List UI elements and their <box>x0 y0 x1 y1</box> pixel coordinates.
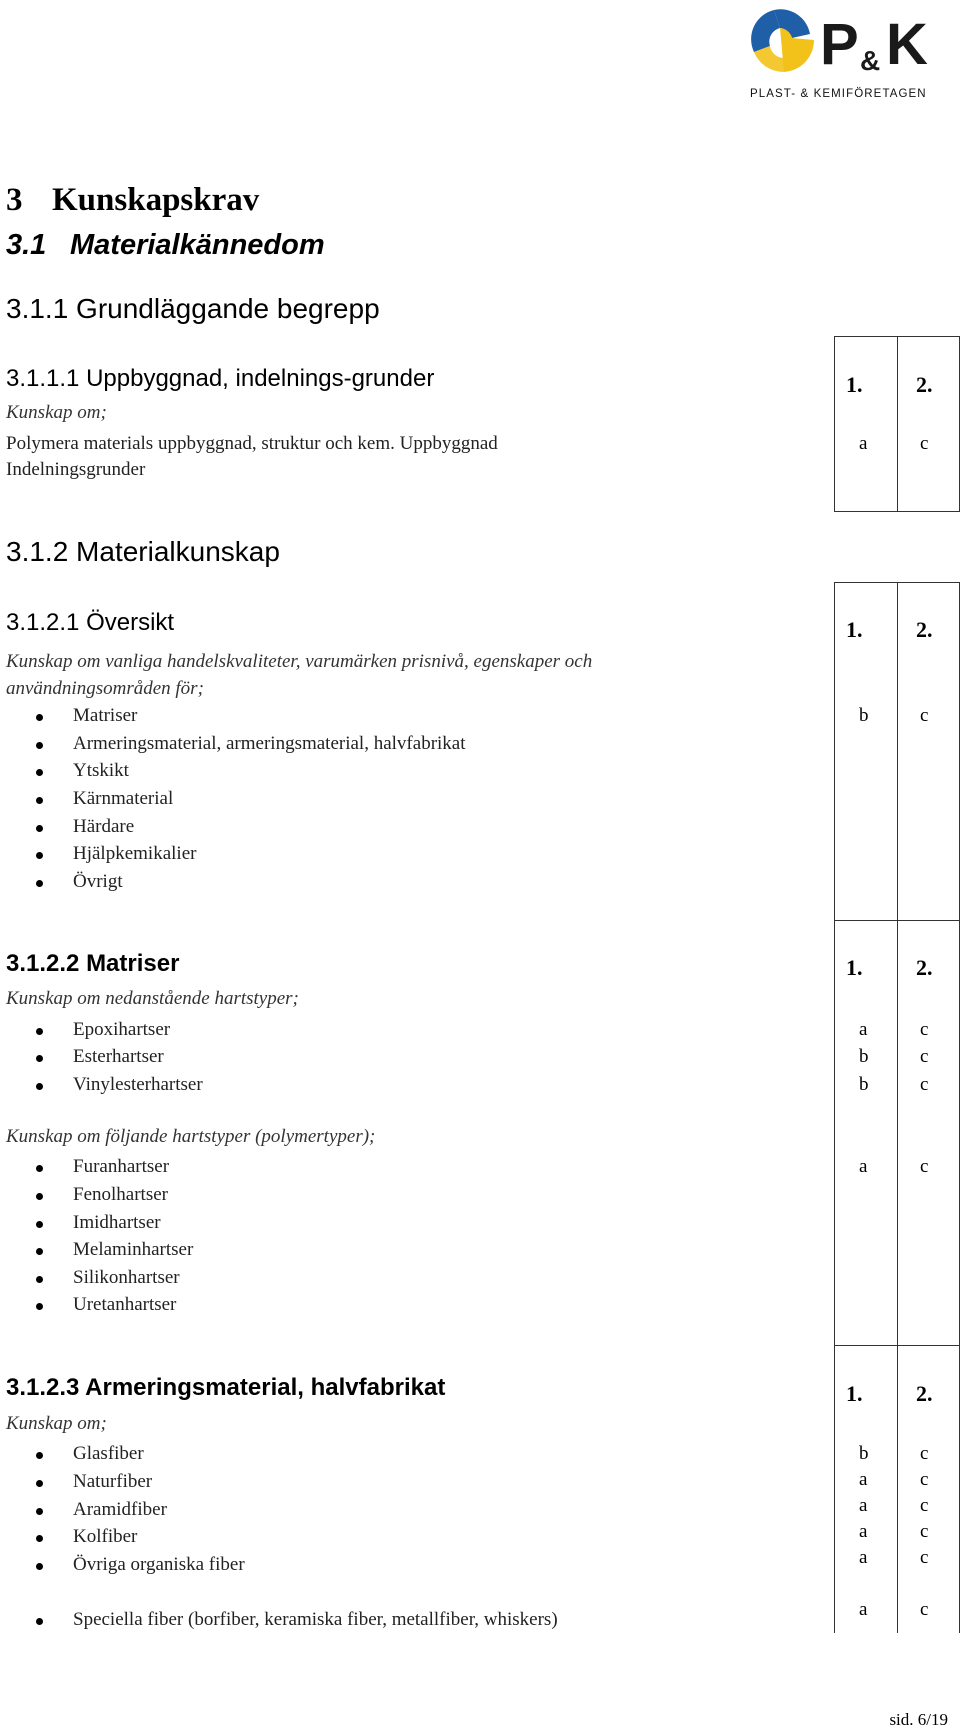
heading-1-title: Kunskapskrav <box>52 182 260 218</box>
grade-value: c <box>920 705 929 726</box>
heading-3-1-1-1: 3.1.1.1 Uppbyggnad, indelnings-grunder <box>6 365 435 392</box>
heading-3-1-2-1: 3.1.2.1 Översikt <box>6 609 175 636</box>
bullet-icon <box>36 742 43 749</box>
bullet-icon <box>36 880 43 887</box>
grade-grid <box>834 336 960 512</box>
intro-3-1-2-2-a: Kunskap om nedanstående hartstyper; <box>6 988 299 1009</box>
grade-value: a <box>859 433 868 454</box>
text-line: Polymera materials uppbyggnad, struktur och kem. Uppbyggnad <box>6 433 498 454</box>
intro-3-1-2-2-b: Kunskap om följande hartstyper (polymertyper); <box>6 1126 376 1147</box>
heading-3-1-2-3: 3.1.2.3 Armeringsmaterial, halvfabrikat <box>6 1374 446 1401</box>
bullet-icon <box>36 1563 43 1570</box>
grade-value: a <box>859 1495 868 1516</box>
svg-text:&: & <box>860 45 881 76</box>
bullet-icon <box>36 852 43 859</box>
grade-value: c <box>920 1469 929 1490</box>
text-line: Indelningsgrunder <box>6 459 146 480</box>
grade-value: c <box>920 1521 929 1542</box>
bullet-icon <box>36 1276 43 1283</box>
level-header-1: 1. <box>846 955 863 980</box>
bullet-icon <box>36 1165 43 1172</box>
pk-logo-text: P <box>820 12 859 77</box>
bullet-icon <box>36 1193 43 1200</box>
grade-value: c <box>920 1599 929 1620</box>
level-header-2: 2. <box>916 1381 933 1406</box>
grade-value: a <box>859 1547 868 1568</box>
bullet-icon <box>36 1221 43 1228</box>
level-header-1: 1. <box>846 372 863 397</box>
level-header-2: 2. <box>916 955 933 980</box>
heading-3-1-1: 3.1.1 Grundläggande begrepp <box>6 293 380 324</box>
bullet-icon <box>36 1508 43 1515</box>
heading-2-number: 3.1 <box>6 229 47 261</box>
bullet-icon <box>36 1055 43 1062</box>
grade-value: c <box>920 433 929 454</box>
bullet-icon <box>36 1480 43 1487</box>
bullet-icon <box>36 1618 43 1625</box>
grade-value: c <box>920 1156 929 1177</box>
svg-text:K: K <box>886 12 928 77</box>
bullet-icon <box>36 1028 43 1035</box>
bullet-icon <box>36 797 43 804</box>
grade-value: c <box>920 1443 929 1464</box>
grade-value: a <box>859 1019 868 1040</box>
heading-3-1-2: 3.1.2 Materialkunskap <box>6 536 280 567</box>
grade-value: b <box>859 1046 869 1067</box>
level-header-1: 1. <box>846 1381 863 1406</box>
bullet-icon <box>36 769 43 776</box>
bullet-icon <box>36 1303 43 1310</box>
grade-value: a <box>859 1469 868 1490</box>
heading-1 <box>6 182 259 219</box>
logo-tagline: PLAST- & KEMIFÖRETAGEN <box>750 88 927 100</box>
bullet-icon <box>36 825 43 832</box>
grade-value: c <box>920 1074 929 1095</box>
level-header-2: 2. <box>916 617 933 642</box>
grade-value: c <box>920 1046 929 1067</box>
grade-value: c <box>920 1547 929 1568</box>
bullet-icon <box>36 1535 43 1542</box>
intro-3-1-2-3: Kunskap om; <box>6 1413 107 1434</box>
bullet-icon <box>36 1452 43 1459</box>
grade-value: b <box>859 1074 869 1095</box>
intro-3-1-2-1: Kunskap om vanliga handelskvaliteter, varumärken prisnivå, egenskaper och <box>6 651 593 672</box>
intro-3-1-1-1: Kunskap om; <box>6 402 107 423</box>
intro-3-1-2-1-cont: användningsområden för; <box>6 678 204 699</box>
page-number: sid. 6/19 <box>889 1710 948 1729</box>
grade-value: a <box>859 1521 868 1542</box>
grade-value: c <box>920 1019 929 1040</box>
bullet-icon <box>36 1248 43 1255</box>
bullet-icon <box>36 714 43 721</box>
heading-2 <box>6 229 325 262</box>
grade-value: a <box>859 1156 868 1177</box>
pk-logo <box>744 0 956 110</box>
grade-value: a <box>859 1599 868 1620</box>
grade-value: b <box>859 1443 869 1464</box>
heading-3-1-2-2: 3.1.2.2 Matriser <box>6 950 180 977</box>
level-header-2: 2. <box>916 372 933 397</box>
level-header-1: 1. <box>846 617 863 642</box>
heading-1-number: 3 <box>6 182 23 218</box>
grade-grid <box>834 919 960 1346</box>
bullet-icon <box>36 1083 43 1090</box>
pk-logo-mark <box>744 0 956 86</box>
grade-value: c <box>920 1495 929 1516</box>
grade-value: b <box>859 705 869 726</box>
heading-2-title: Materialkännedom <box>70 229 325 261</box>
